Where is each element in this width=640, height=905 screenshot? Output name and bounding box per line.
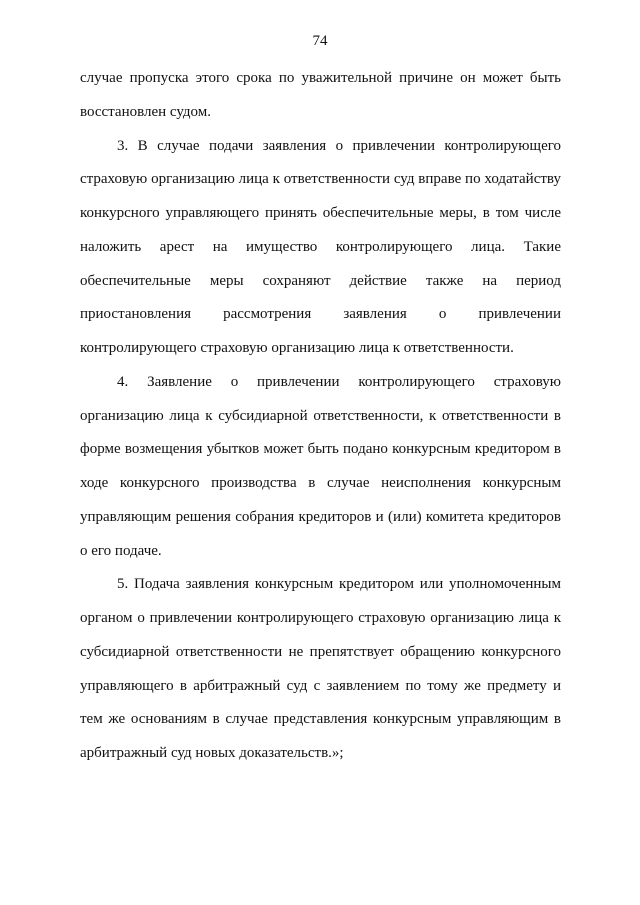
paragraph-item-5: 5. Подача заявления конкурсным кредитором или уполномоченным органом о привлечении контролирующего страховую организацию лица к субсидиарной ответственности не препятствует обращению конкурсного управляющего в арбитражный суд с заявлением по тому же предмету и тем же основаниям в случае представления конкурсным управляющим в арбитражный суд новых доказательств.»; (80, 576, 561, 761)
paragraph-item-3: 3. В случае подачи заявления о привлечении контролирующего страховую организацию лица к ответственности суд вправе по ходатайству конкурсного управляющего принять обеспечительные меры, в том числе наложить арест на имущество контролирующего лица. Такие обеспечительные меры сохраняют действие также на период приостановления рассмотрения заявления о привлечении контролирующего страховую организацию лица к ответственности. (80, 137, 561, 356)
page-number: 74 (312, 33, 328, 49)
paragraph-continuation: случае пропуска этого срока по уважительной причине он может быть восстановлен судом. (80, 70, 561, 120)
paragraph-item-4: 4. Заявление о привлечении контролирующего страховую организацию лица к субсидиарной ответственности, к ответственности в форме возмещения убытков может быть подано конкурсным кредитором в ходе конкурсного производства в случае неисполнения конкурсным управляющим решения собрания кредиторов и (или) комитета кредиторов о его подаче. (80, 373, 561, 559)
document-body (80, 62, 561, 771)
